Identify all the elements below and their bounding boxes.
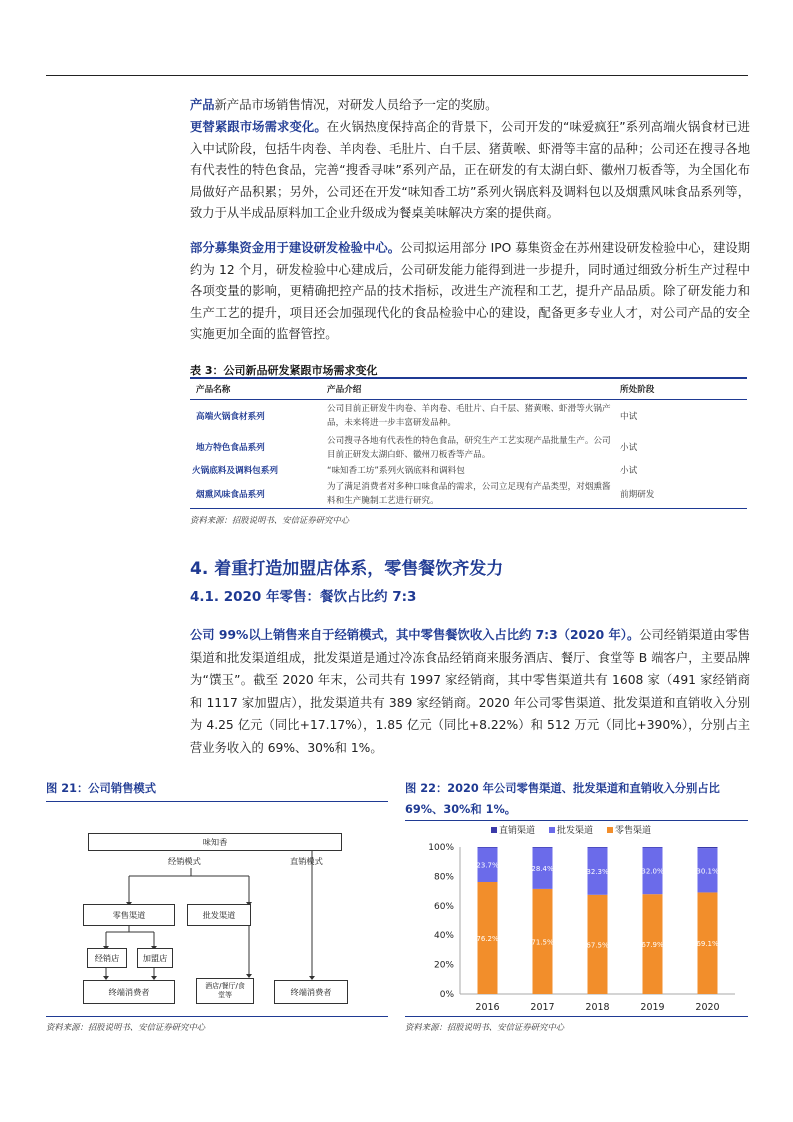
flow-dist-mode: 经销模式 xyxy=(168,856,201,866)
paragraph-1 xyxy=(190,95,750,117)
y-tick-label: 40% xyxy=(433,931,454,942)
header-name: 产品名称 xyxy=(196,385,231,395)
fig21-bottom-rule xyxy=(46,1016,388,1017)
row-name: 地方特色食品系列 xyxy=(196,443,265,453)
legend-swatch xyxy=(549,827,555,833)
legend-label: 零售渠道 xyxy=(615,826,652,836)
table-source: 资料来源：招股说明书、安信证券研究中心 xyxy=(190,515,350,525)
flow-franchise-box: 加盟店 xyxy=(137,948,173,968)
data-label: 32.3% xyxy=(586,868,609,877)
row-stage: 中试 xyxy=(620,412,638,422)
subsection-heading: 4.1. 2020 年零售：餐饮占比约 7:3 xyxy=(190,589,417,605)
bar-segment xyxy=(643,847,663,848)
data-label: 32.0% xyxy=(641,867,664,876)
legend-label: 直销渠道 xyxy=(499,826,536,836)
fig22-title: 图 22：2020 年公司零售渠道、批发渠道和直销收入分别占比 69%、30%和 1%。 xyxy=(405,782,720,816)
table-row xyxy=(190,463,747,479)
table-header xyxy=(190,377,747,400)
paragraph-4 xyxy=(190,624,750,760)
bar-segment xyxy=(588,847,608,848)
paragraph-1-text: 新产品市场销售情况，对研发人员给予一定的奖励。 xyxy=(214,98,498,112)
bar-segment xyxy=(533,847,553,848)
data-label: 28.4% xyxy=(531,865,554,874)
table-bottom-rule xyxy=(190,508,747,509)
paragraph-1-lead: 产品 xyxy=(190,98,215,112)
header-stage: 所处阶段 xyxy=(620,385,655,395)
flow-direct-mode: 直销模式 xyxy=(290,856,323,866)
data-label: 67.5% xyxy=(586,941,609,950)
flow-retail-box: 零售渠道 xyxy=(83,904,175,926)
y-tick-label: 100% xyxy=(428,843,454,853)
legend-swatch xyxy=(607,827,613,833)
row-desc: 公司目前正研发牛肉卷、羊肉卷、毛肚片、白千层、猪黄喉、虾滑等火锅产品，未来将进一步丰富研发品种。 xyxy=(327,404,611,428)
header-rule xyxy=(46,75,748,76)
row-stage: 小试 xyxy=(620,466,638,476)
row-desc: 公司搜寻各地有代表性的特色食品，研究生产工艺实现产品批量生产。公司目前正研发太湖白虾、徽州刀板香等产品。 xyxy=(327,436,611,460)
row-stage: 小试 xyxy=(620,443,638,453)
paragraph-3 xyxy=(190,238,750,346)
flow-hotel-box: 酒店/餐厅/食堂等 xyxy=(196,978,254,1004)
fig22-source: 资料来源：招股说明书、安信证券研究中心 xyxy=(405,1022,565,1032)
row-desc: “味知香工坊”系列火锅底料和调料包 xyxy=(327,466,465,476)
flow-end-consumer-2: 终端消费者 xyxy=(274,980,348,1004)
y-tick-label: 0% xyxy=(439,990,454,1000)
paragraph-4-text: 公司经销渠道由零售渠道和批发渠道组成，批发渠道是通过冷冻食品经销商来服务酒店、餐厅、食堂等 B 端客户，主要品牌为“馔玉”。截至 2020 年末，公司共有 1997 家经销商，其中零售渠道共有 1608 家（491 家经销商和 1117 家加盟店），批发渠道共有 389 家经销商。2020 年公司零售渠道、批发渠道和直销收入分别为 4.25 亿元（同比+17.17%），1.85 亿元（同比+8.22%）和 512 万元（同比+390%），分别占主营业务收入的 69%、30%和 1%。 xyxy=(190,628,750,755)
x-tick-label: 2016 xyxy=(475,1002,500,1013)
y-tick-label: 60% xyxy=(433,901,454,912)
row-stage: 前期研发 xyxy=(620,490,655,500)
fig22-chart xyxy=(405,821,748,1016)
paragraph-3-text: 公司拟运用部分 IPO 募集资金在苏州建设研发检验中心，建设期约为 12 个月，研发检验中心建成后，公司研发能力能得到进一步提升，同时通过细致分析生产过程中各项变量的影响，更精确把控产品的技术指标，改进生产流程和工艺，提升产品品质。除了研发能力和生产工艺的提升，项目还会加强现代化的食品检验中心的建设，配备更多专业人才，对公司产品的安全实施更加全面的监督管控。 xyxy=(190,241,750,342)
flow-top-box: 味知香 xyxy=(88,833,342,851)
flow-dealer-box: 经销店 xyxy=(87,948,127,968)
data-label: 67.9% xyxy=(641,941,664,950)
bar-segment xyxy=(478,847,498,848)
fig21-source: 资料来源：招股说明书、安信证券研究中心 xyxy=(46,1022,206,1032)
fig21-title: 图 21：公司销售模式 xyxy=(46,782,157,795)
table-row xyxy=(190,479,747,510)
data-label: 69.1% xyxy=(696,940,719,949)
row-name: 烟熏风味食品系列 xyxy=(196,490,265,500)
legend-swatch xyxy=(491,827,497,833)
data-label: 30.1% xyxy=(696,867,719,876)
paragraph-2-text: 在火锅热度保持高企的背景下，公司开发的“味爱疯狂”系列高端火锅食材已进入中试阶段，包括牛肉卷、羊肉卷、毛肚片、白千层、猪黄喉、虾滑等丰富的品种；公司还在搜寻各地有代表性的特色食品，完善“搜香寻味”系列产品，正在研发的有太湖白虾、徽州刀板香等，为全国化布局做好产品积累；另外，公司还在开发“味知香工坊”系列火锅底料及调料包以及烟熏风味食品系列等，致力于从半成品原料加工企业升级成为餐桌美味解决方案的提供商。 xyxy=(190,120,750,221)
x-tick-label: 2020 xyxy=(695,1002,720,1013)
x-tick-label: 2018 xyxy=(585,1002,610,1013)
fig22-bottom-rule xyxy=(405,1016,748,1017)
data-label: 76.2% xyxy=(476,934,499,943)
header-desc: 产品介绍 xyxy=(327,385,362,395)
x-tick-label: 2019 xyxy=(640,1002,665,1013)
row-name: 火锅底料及调料包系列 xyxy=(192,466,278,476)
table-row xyxy=(190,433,747,463)
section-heading: 4. 着重打造加盟店体系，零售餐饮齐发力 xyxy=(190,559,504,579)
product-table xyxy=(190,377,747,510)
data-label: 71.5% xyxy=(531,938,554,947)
legend-label: 批发渠道 xyxy=(557,826,594,836)
flow-wholesale-box: 批发渠道 xyxy=(187,904,251,926)
paragraph-4-lead: 公司 99%以上销售来自于经销模式，其中零售餐饮收入占比约 7:3（2020 年）。 xyxy=(190,628,640,642)
paragraph-2 xyxy=(190,117,750,225)
table-row xyxy=(190,400,747,433)
paragraph-3-lead: 部分募集资金用于建设研发检验中心。 xyxy=(190,241,401,255)
y-tick-label: 20% xyxy=(433,960,454,971)
flow-end-consumer-1: 终端消费者 xyxy=(83,980,175,1004)
paragraph-2-lead: 更替紧跟市场需求变化。 xyxy=(190,120,327,134)
y-tick-label: 80% xyxy=(433,872,454,883)
data-label: 23.7% xyxy=(476,861,499,870)
row-desc: 为了满足消费者对多种口味食品的需求，公司立足现有产品类型，对烟熏酱料和生产腌制工艺进行研究。 xyxy=(327,482,611,506)
table-title: 表 3：公司新品研发紧跟市场需求变化 xyxy=(190,364,378,377)
x-tick-label: 2017 xyxy=(530,1002,555,1013)
row-name: 高端火锅食材系列 xyxy=(196,412,265,422)
bar-segment xyxy=(698,847,718,848)
